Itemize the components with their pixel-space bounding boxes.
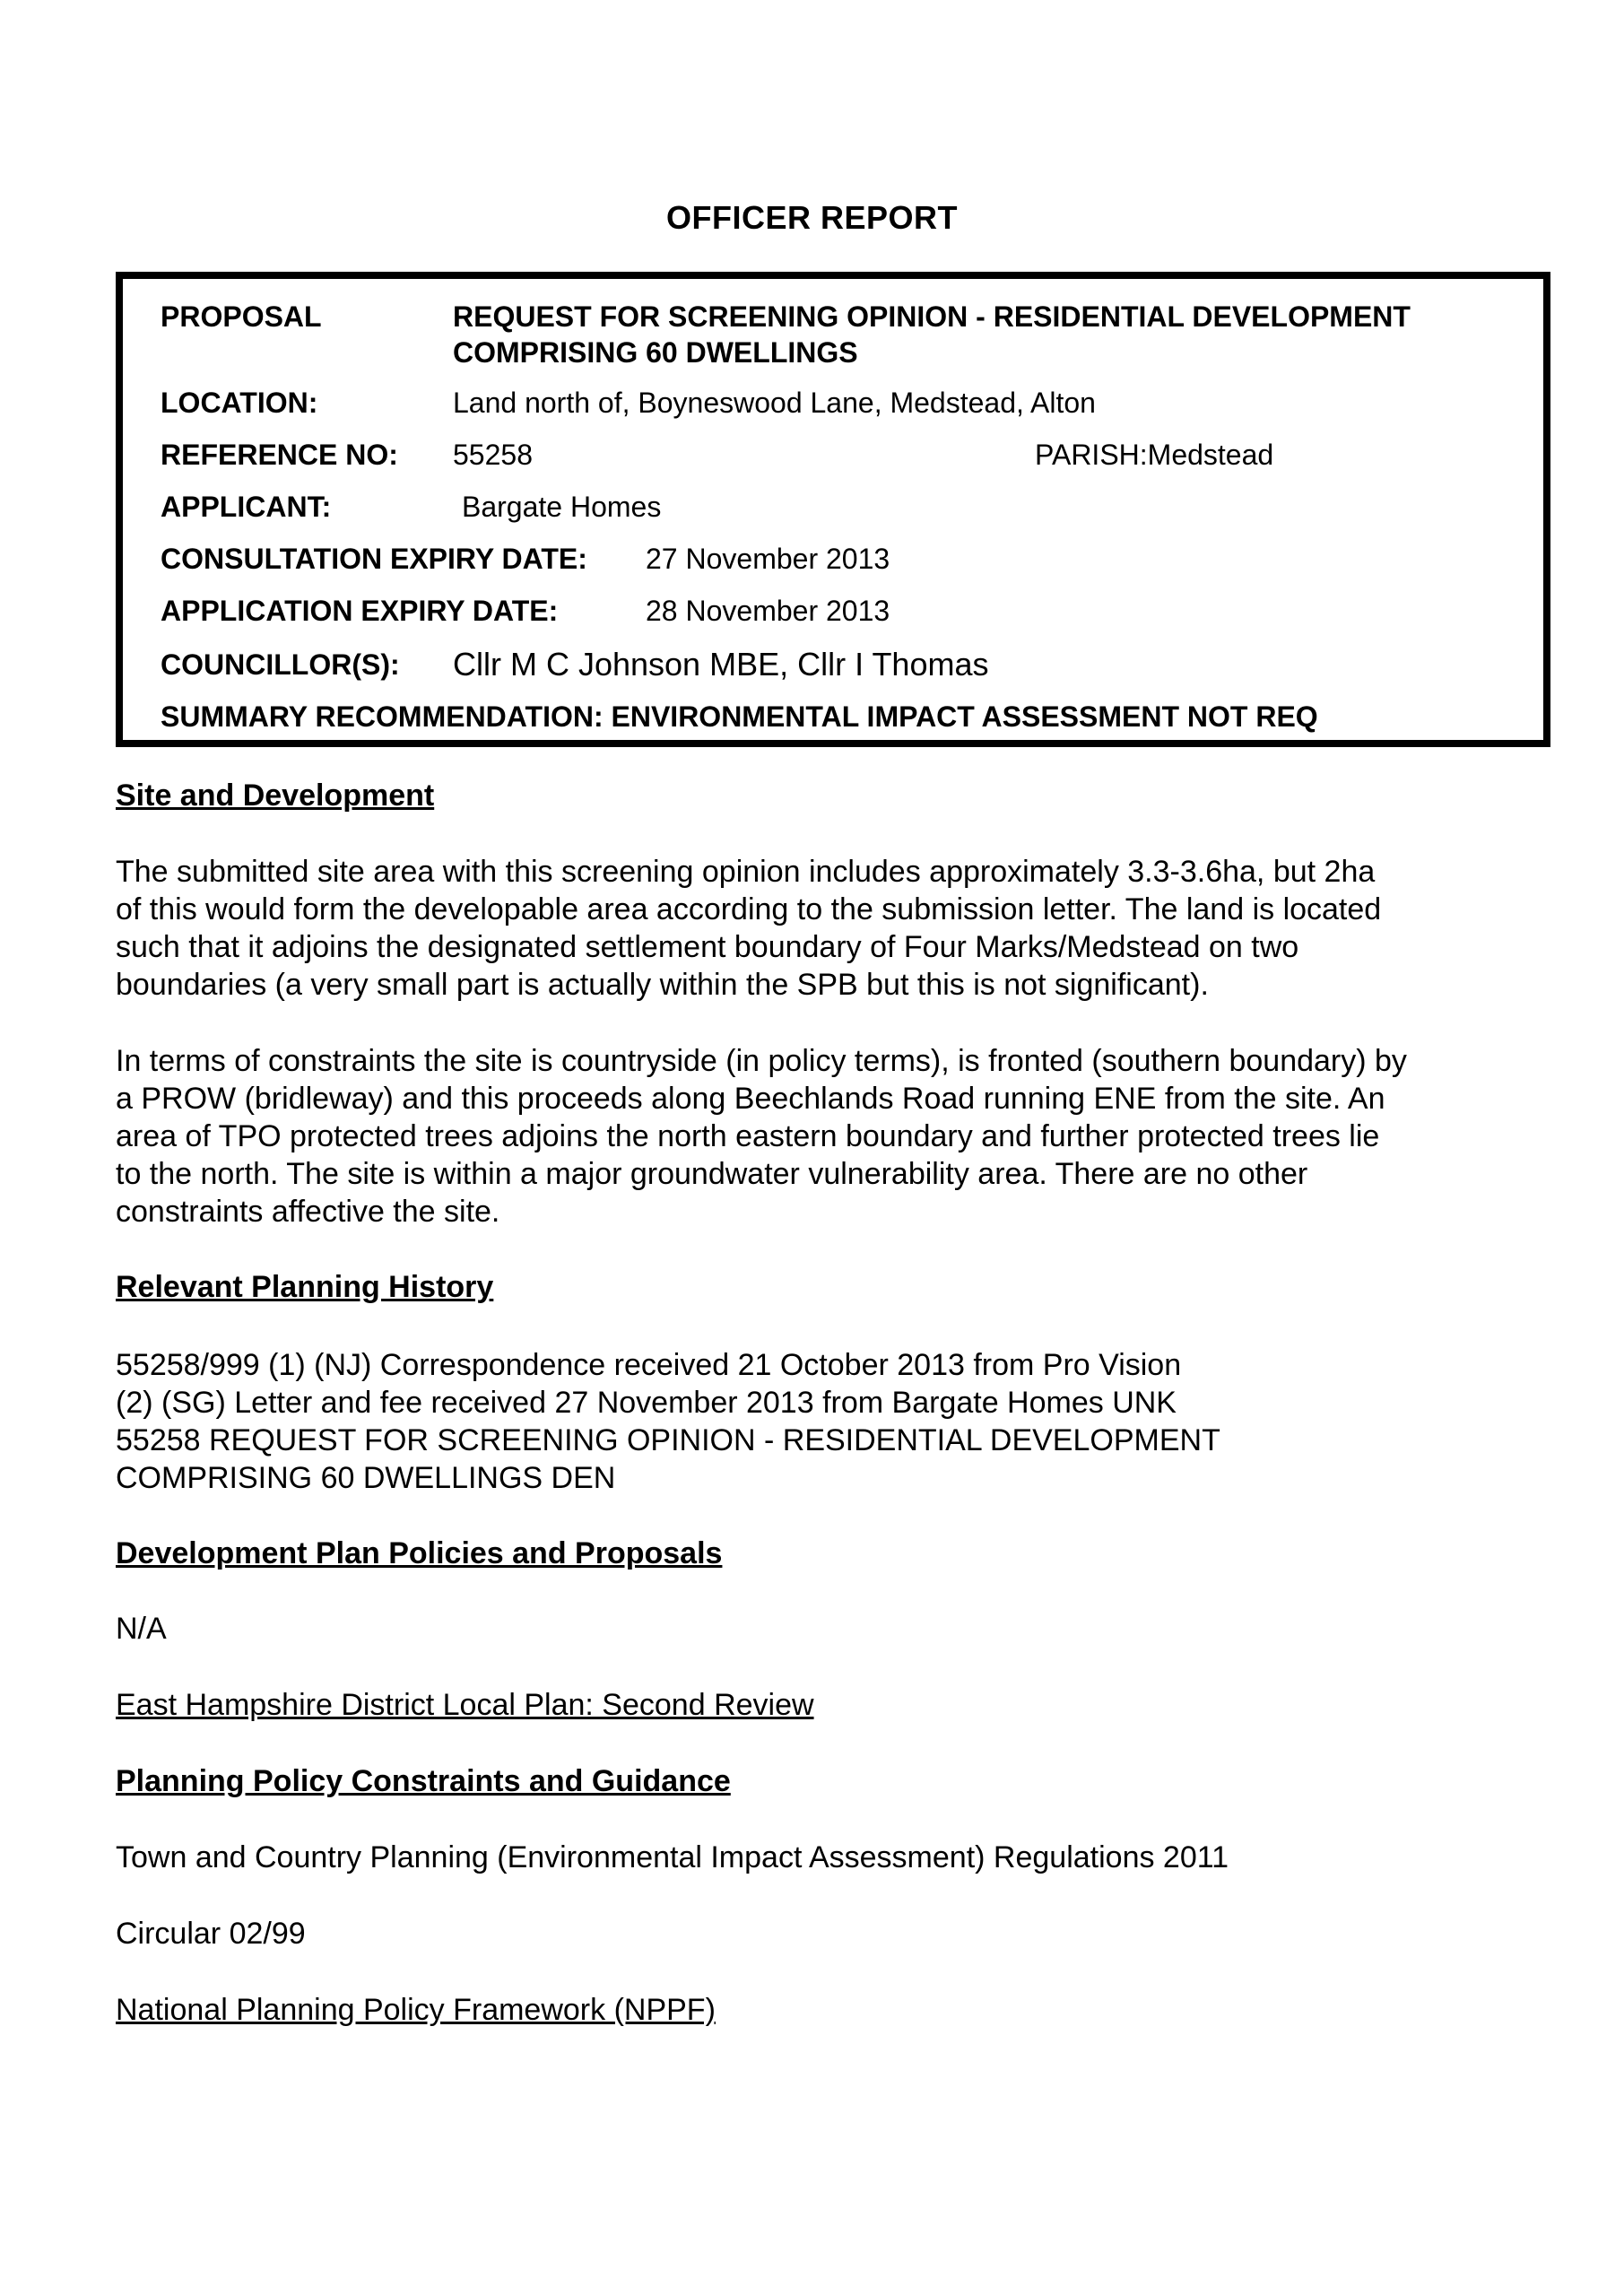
text-line: The submitted site area with this screening opinion includes approximately 3.3-3.6ha, but 2ha [116, 855, 1376, 889]
heading-development-plan: Development Plan Policies and Proposals [116, 1536, 723, 1570]
applicant-label: APPLICANT: [161, 491, 332, 523]
location-value: Land north of, Boyneswood Lane, Medstead, Alton [453, 387, 1096, 419]
text-line: to the north. The site is within a major groundwater vulnerability area. There are no other [116, 1157, 1308, 1191]
application-label: APPLICATION EXPIRY DATE: [161, 595, 559, 627]
circular-reference: Circular 02/99 [116, 1917, 306, 1951]
history-line: COMPRISING 60 DWELLINGS DEN [116, 1461, 616, 1495]
development-plan-na: N/A [116, 1612, 167, 1646]
page-title: OFFICER REPORT [665, 199, 958, 236]
proposal-line-2: COMPRISING 60 DWELLINGS [453, 336, 858, 369]
nppf-reference: National Planning Policy Framework (NPPF) [116, 1993, 716, 2027]
heading-policy-constraints: Planning Policy Constraints and Guidance [116, 1764, 731, 1798]
application-value: 28 November 2013 [646, 595, 890, 627]
consultation-value: 27 November 2013 [646, 543, 890, 575]
councillors-value: Cllr M C Johnson MBE, Cllr I Thomas [453, 646, 989, 683]
site-paragraph-2 [116, 1042, 1541, 1231]
text-line: of this would form the developable area according to the submission letter. The land is located [116, 892, 1382, 926]
text-line: In terms of constraints the site is countryside (in policy terms), is fronted (southern boundary) by [116, 1044, 1407, 1078]
heading-site-development: Site and Development [116, 778, 435, 813]
text-line: constraints affective the site. [116, 1195, 500, 1229]
proposal-label: PROPOSAL [161, 300, 322, 333]
report-summary-box [116, 272, 1550, 747]
text-line: a PROW (bridleway) and this proceeds along Beechlands Road running ENE from the site. An [116, 1082, 1385, 1116]
summary-recommendation: SUMMARY RECOMMENDATION: ENVIRONMENTAL IMPACT ASSESSMENT NOT REQ [161, 700, 1318, 733]
text-line: area of TPO protected trees adjoins the north eastern boundary and further protected trees lie [116, 1119, 1380, 1153]
location-label: LOCATION: [161, 387, 318, 419]
reference-label: REFERENCE NO: [161, 439, 398, 471]
text-line: such that it adjoins the designated settlement boundary of Four Marks/Medstead on two [116, 930, 1299, 964]
text-line: boundaries (a very small part is actually within the SPB but this is not significant). [116, 968, 1209, 1002]
heading-planning-history: Relevant Planning History [116, 1270, 494, 1304]
planning-history-list [116, 1346, 1541, 1497]
history-line: 55258 REQUEST FOR SCREENING OPINION - RESIDENTIAL DEVELOPMENT [116, 1423, 1220, 1457]
history-line: (2) (SG) Letter and fee received 27 November 2013 from Bargate Homes UNK [116, 1386, 1177, 1420]
councillors-label: COUNCILLOR(S): [161, 648, 400, 681]
eia-regulations: Town and Country Planning (Environmental Impact Assessment) Regulations 2011 [116, 1840, 1229, 1874]
parish-value: PARISH:Medstead [1035, 439, 1274, 471]
site-paragraph-1 [116, 853, 1541, 1004]
proposal-line-1: REQUEST FOR SCREENING OPINION - RESIDENTIAL DEVELOPMENT [453, 300, 1411, 333]
reference-value: 55258 [453, 439, 533, 471]
recommendation-row [161, 699, 1525, 735]
consultation-label: CONSULTATION EXPIRY DATE: [161, 543, 587, 575]
history-line: 55258/999 (1) (NJ) Correspondence received 21 October 2013 from Pro Vision [116, 1348, 1182, 1382]
applicant-value: Bargate Homes [462, 491, 662, 523]
local-plan-reference: East Hampshire District Local Plan: Second Review [116, 1688, 814, 1722]
